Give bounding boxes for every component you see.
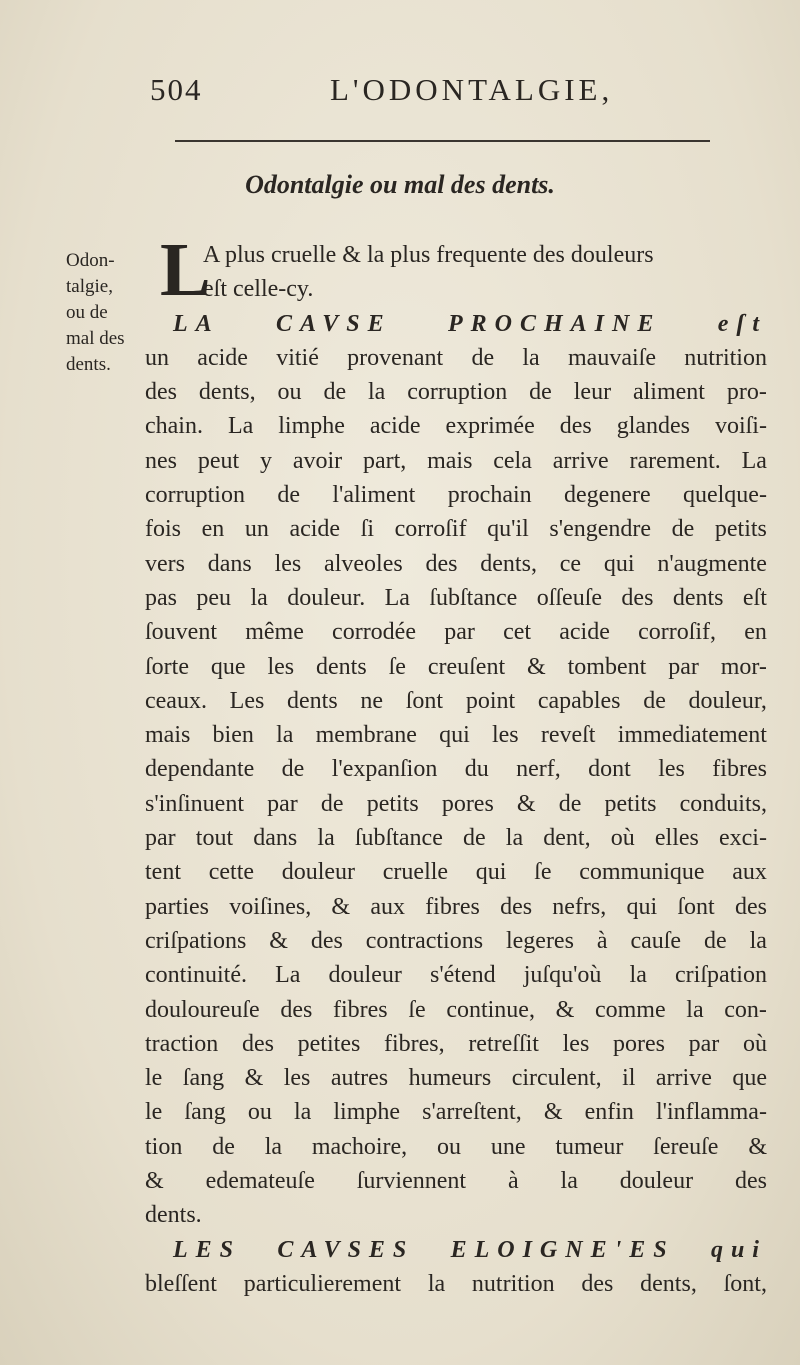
marginal-note-line: talgie, [66, 276, 113, 297]
text-line: vers dans les alveoles des dents, ce qui n'augmente [145, 550, 767, 577]
text-line: ceaux. Les dents ne ſont point capables de douleur, [145, 687, 767, 714]
text-line: ſorte que les dents ſe creuſent & tombent par mor- [145, 653, 767, 680]
text-line: chain. La limphe acide exprimée des glandes voiſi- [145, 413, 767, 440]
text-line: eſt celle-cy. [203, 276, 314, 303]
section-title: Odontalgie ou mal des dents. [245, 170, 555, 199]
text-line: traction des petites fibres, retreſſit les pores par où [145, 1030, 767, 1057]
text-line: un acide vitié provenant de la mauvaiſe nutrition [145, 344, 767, 371]
text-line: continuité. La douleur s'étend juſqu'où la criſpation [145, 962, 767, 989]
drop-cap: L [160, 228, 211, 312]
marginal-note-line: ou de [66, 302, 108, 323]
marginal-note-line: Odon- [66, 250, 115, 271]
text-line: tion de la machoire, ou une tumeur ſereuſe & [145, 1133, 767, 1160]
text-line: corruption de l'aliment prochain degenere quelque- [145, 482, 767, 509]
text-line: s'inſinuent par de petits pores & de petits conduits, [145, 790, 767, 817]
text-line: criſpations & des contractions legeres à cauſe de la [145, 927, 767, 954]
text-line: dependante de l'expanſion du nerf, dont les fibres [145, 756, 767, 783]
text-line: tent cette douleur cruelle qui ſe communique aux [145, 859, 767, 886]
marginal-note [66, 248, 146, 378]
text-line: le ſang ou la limphe s'arreſtent, & enfin l'inflamma- [145, 1099, 767, 1126]
page-header [150, 72, 670, 112]
text-line: fois en un acide ſi corroſif qu'il s'engendre de petits [145, 516, 767, 543]
text-line: nes peut y avoir part, mais cela arrive rarement. La [145, 447, 767, 474]
text-line: bleſſent particulierement la nutrition des dents, ſont, [145, 1270, 767, 1297]
marginal-note-line: mal des [66, 328, 125, 349]
text-line: par tout dans la ſubſtance de la dent, où elles exci- [145, 825, 767, 852]
body-text [145, 238, 767, 1301]
text-line: parties voiſines, & aux fibres des nefrs, qui ſont des [145, 893, 767, 920]
text-line: douloureuſe des fibres ſe continue, & comme la con- [145, 996, 767, 1023]
page-number: 504 [150, 72, 203, 107]
text-line: LES CAVSES ELOIGNE'ES qui [173, 1236, 767, 1263]
text-line: des dents, ou de la corruption de leur aliment pro- [145, 379, 767, 406]
text-line: le ſang & les autres humeurs circulent, il arrive que [145, 1065, 767, 1092]
text-line: LA CAVSE PROCHAINE eſt [173, 310, 767, 337]
running-head: L'ODONTALGIE, [330, 72, 614, 107]
header-rule [175, 140, 710, 142]
text-line: & edemateuſe ſurviennent à la douleur des [145, 1168, 767, 1195]
text-line: A plus cruelle & la plus frequente des douleurs [203, 242, 654, 268]
text-line: pas peu la douleur. La ſubſtance oſſeuſe des dents eſt [145, 584, 767, 611]
text-line: ſouvent même corrodée par cet acide corroſif, en [145, 619, 767, 646]
text-line: mais bien la membrane qui les reveſt immediatement [145, 722, 767, 749]
marginal-note-line: dents. [66, 354, 111, 375]
text-line: dents. [145, 1202, 202, 1229]
